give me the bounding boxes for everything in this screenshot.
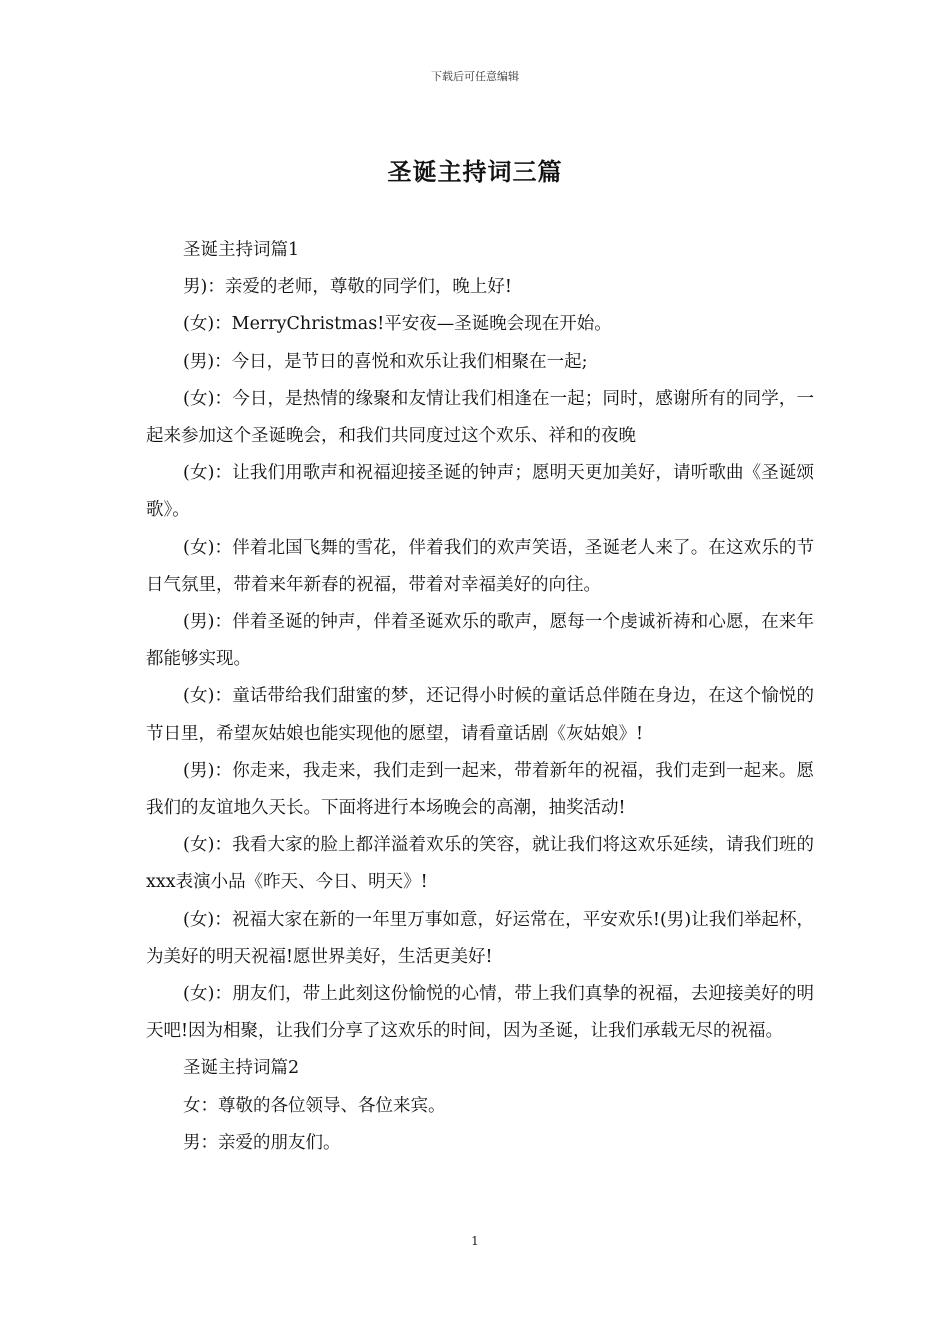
page-number: 1 xyxy=(471,1234,479,1248)
paragraph: (女)：伴着北国飞舞的雪花，伴着我们的欢声笑语，圣诞老人来了。在这欢乐的节日气氛里，带着来年新春的祝福，带着对幸福美好的向往。 xyxy=(146,537,814,595)
section-heading-1: 圣诞主持词篇1 xyxy=(183,240,300,260)
paragraph: (男)：你走来，我走来，我们走到一起来，带着新年的祝福，我们走到一起来。愿我们的友谊地久天长。下面将进行本场晚会的高潮，抽奖活动! xyxy=(146,760,814,819)
paragraph: (女)：让我们用歌声和祝福迎接圣诞的钟声；愿明天更加美好，请听歌曲《圣诞颂歌》。 xyxy=(146,463,814,521)
paragraph: (女)：今日，是热情的缘聚和友情让我们相逢在一起；同时，感谢所有的同学，一起来参加这个圣诞晚会，和我们共同度过这个欢乐、祥和的夜晚 xyxy=(146,388,814,447)
paragraph: (女)：童话带给我们甜蜜的梦，还记得小时候的童话总伴随在身边，在这个愉悦的节日里，希望灰姑娘也能实现他的愿望，请看童话剧《灰姑娘》! xyxy=(146,686,814,744)
document-body xyxy=(146,232,814,1162)
paragraph: (女)：我看大家的脸上都洋溢着欢乐的笑容，就让我们将这欢乐延续，请我们班的xxx表演小品《昨天、今日、明天》! xyxy=(146,835,814,893)
paragraph: (女)：MerryChristmas!平安夜—圣诞晚会现在开始。 xyxy=(183,314,612,335)
paragraph: 女：尊敬的各位领导、各位来宾。 xyxy=(183,1095,446,1116)
paragraph: (男)：伴着圣诞的钟声，伴着圣诞欢乐的歌声，愿每一个虔诚祈祷和心愿，在来年都能够实现。 xyxy=(146,612,814,670)
paragraph: (女)：祝福大家在新的一年里万事如意，好运常在，平安欢乐!(男)让我们举起杯，为美好的明天祝福!愿世界美好，生活更美好! xyxy=(146,909,814,967)
section-heading-2: 圣诞主持词篇2 xyxy=(183,1058,300,1079)
paragraph: (男)：今日，是节日的喜悦和欢乐让我们相聚在一起; xyxy=(183,351,588,372)
paragraph: (女)：朋友们，带上此刻这份愉悦的心情，带上我们真挚的祝福，去迎接美好的明天吧!因为相聚，让我们分享了这欢乐的时间，因为圣诞，让我们承载无尽的祝福。 xyxy=(146,984,814,1042)
page-header-note: 下载后可任意编辑 xyxy=(431,70,519,83)
paragraph: 男)：亲爱的老师，尊敬的同学们，晚上好! xyxy=(183,277,512,298)
document-title: 圣诞主持词三篇 xyxy=(387,157,563,186)
paragraph: 男：亲爱的朋友们。 xyxy=(183,1132,341,1153)
